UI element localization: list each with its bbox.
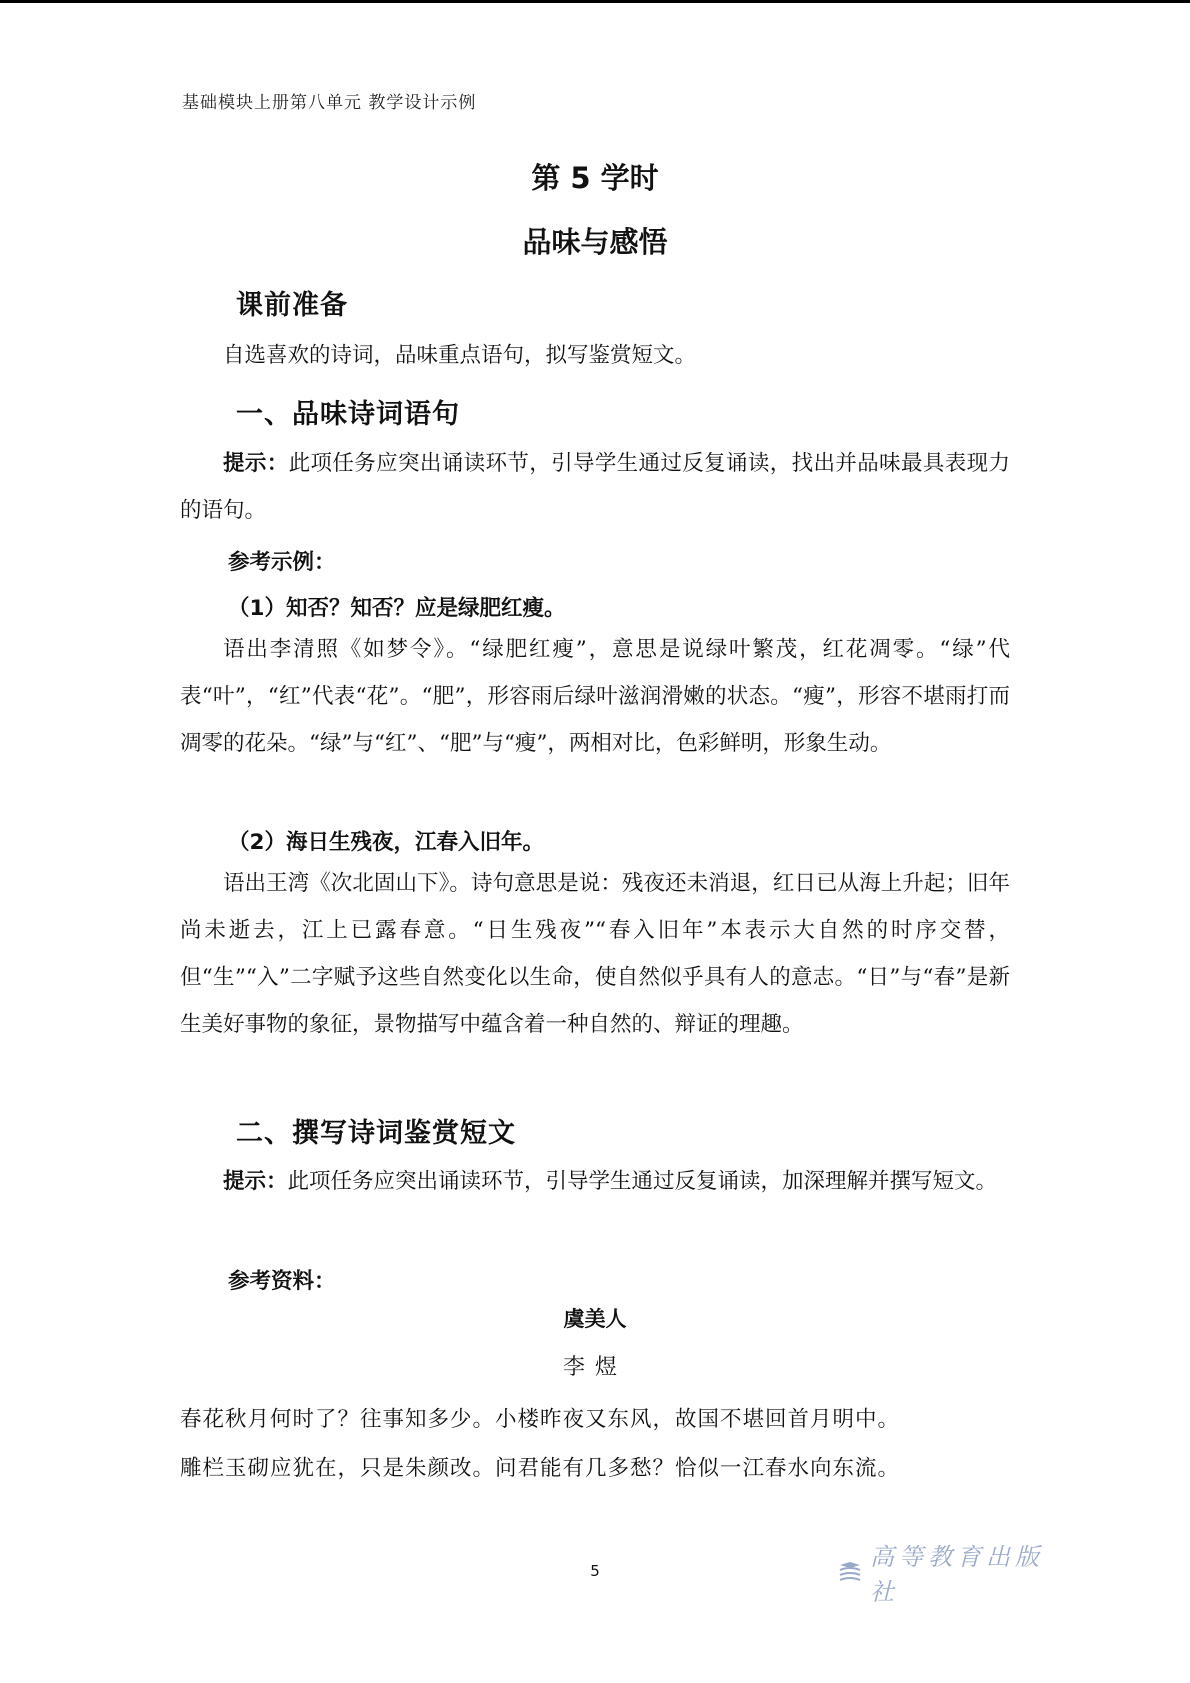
section1-heading: 一、品味诗词语句 — [236, 399, 460, 430]
prep-text: 自选喜欢的诗词，品味重点语句，拟写鉴赏短文。 — [223, 343, 697, 368]
section2-heading: 二、撰写诗词鉴赏短文 — [236, 1118, 516, 1149]
prep-heading: 课前准备 — [236, 290, 348, 321]
example-label: 参考示例： — [228, 550, 336, 575]
poem-title: 虞美人 — [563, 1307, 627, 1331]
top-rule — [0, 0, 1190, 3]
lesson-title: 品味与感悟 — [522, 225, 668, 259]
publisher-emblem-icon — [838, 1560, 862, 1584]
hint-label: 提示： — [223, 1169, 288, 1194]
hint-label: 提示： — [223, 451, 289, 476]
example1-title: （1）知否？知否？应是绿肥红瘦。 — [228, 596, 566, 621]
poem-line: 春花秋月何时了？往事知多少。小楼昨夜又东风，故国不堪回首月明中。 — [180, 1407, 901, 1432]
running-header: 基础模块上册第八单元 教学设计示例 — [182, 93, 477, 113]
hint-text: 此项任务应突出诵读环节，引导学生通过反复诵读，找出并品味最具表现力的语句。 — [180, 451, 1010, 523]
lesson-number: 第 5 学时 — [531, 161, 659, 195]
section2-hint — [180, 1158, 1010, 1205]
example2-title: （2）海日生残夜，江春入旧年。 — [228, 830, 544, 855]
example1-text: 语出李清照《如梦令》。“绿肥红瘦”，意思是说绿叶繁茂，红花凋零。“绿”代表“叶”，“红”代表“花”。“肥”，形容雨后绿叶滋润滑嫩的状态。“瘦”，形容不堪雨打而凋零的花朵。“绿”与“红”、“肥”与“瘦”，两相对比，色彩鲜明，形象生动。 — [180, 637, 1010, 756]
publisher-logo — [838, 1543, 1048, 1606]
page-number: 5 — [590, 1562, 600, 1580]
section1-hint — [180, 440, 1010, 534]
poem-author: 李煜 — [562, 1355, 627, 1380]
reference-label: 参考资料： — [228, 1269, 336, 1294]
example2-text: 语出王湾《次北固山下》。诗句意思是说：残夜还未消退，红日已从海上升起；旧年尚未逝去，江上已露春意。“日生残夜”“春入旧年”本表示大自然的时序交替，但“生”“入”二字赋予这些自然变化以生命，使自然似乎具有人的意志。“日”与“春”是新生美好事物的象征，景物描写中蕴含着一种自然的、辩证的理趣。 — [180, 871, 1010, 1037]
hint-text: 此项任务应突出诵读环节，引导学生通过反复诵读，加深理解并撰写短文。 — [287, 1169, 998, 1194]
poem-line: 雕栏玉砌应犹在，只是朱颜改。问君能有几多愁？恰似一江春水向东流。 — [180, 1456, 901, 1481]
publisher-name: 高等教育出版社 — [870, 1543, 1044, 1606]
